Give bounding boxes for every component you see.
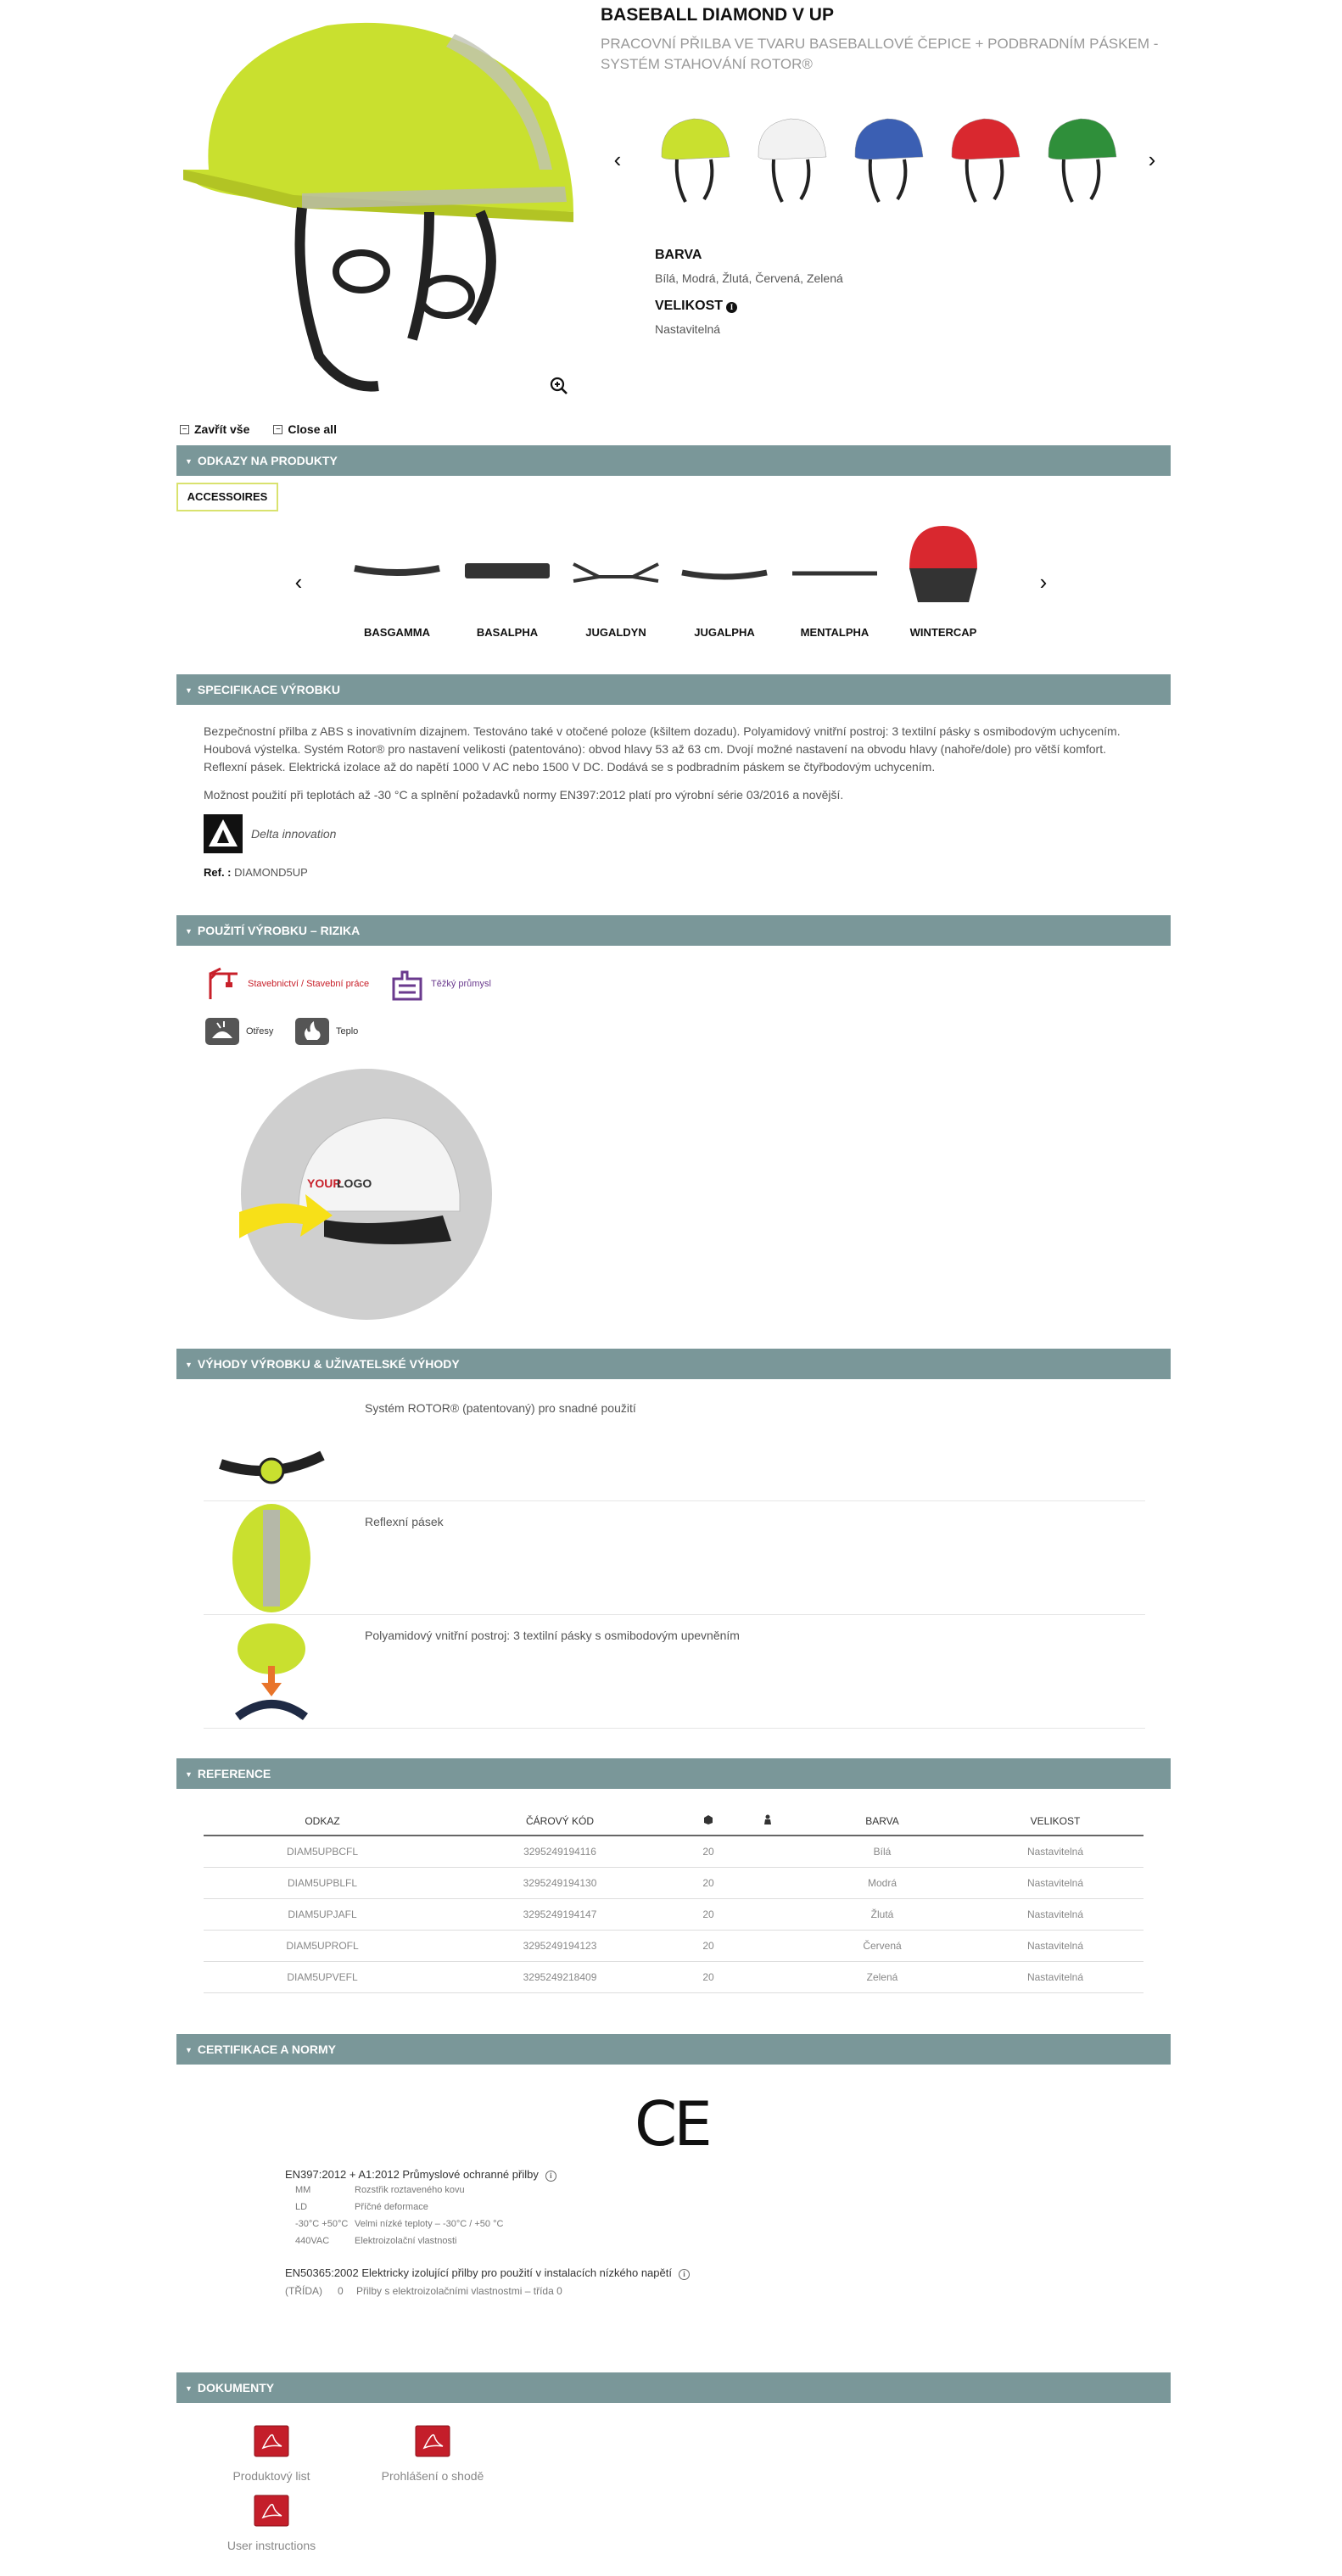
- crane-icon: [204, 967, 241, 1001]
- table-cell: DIAM5UPROFL: [204, 1930, 441, 1961]
- collapse-icon: −: [180, 425, 189, 434]
- variant-thumb-helmet-green[interactable]: [1038, 110, 1123, 212]
- table-cell: 20: [679, 1898, 738, 1930]
- col-header-person: [738, 1807, 797, 1836]
- table-cell: 3295249194130: [441, 1867, 679, 1898]
- accessory-image: [892, 517, 994, 619]
- ce-mark: CE: [635, 2088, 709, 2160]
- table-cell: [738, 1898, 797, 1930]
- harness-image: [204, 1615, 339, 1729]
- innovation-badge: Delta innovation: [204, 814, 1145, 853]
- box-icon: [703, 1814, 713, 1824]
- table-cell: Nastavitelná: [967, 1898, 1143, 1930]
- col-header-pack: [679, 1807, 738, 1836]
- info-icon[interactable]: i: [679, 2269, 690, 2280]
- table-cell: [738, 1961, 797, 1992]
- cert-en397-title: EN397:2012 + A1:2012 Průmyslové ochranné přilby i: [285, 2168, 556, 2182]
- color-label: BARVA: [655, 248, 702, 262]
- reference-table: [204, 1807, 1143, 1993]
- section-reference-header[interactable]: ▼ REFERENCE: [176, 1758, 1171, 1789]
- table-cell: 3295249194147: [441, 1898, 679, 1930]
- size-label: VELIKOST I: [655, 299, 737, 314]
- accessories-prev-arrow[interactable]: ‹: [294, 569, 303, 595]
- table-cell: Zelená: [797, 1961, 967, 1992]
- table-cell: DIAM5UPJAFL: [204, 1898, 441, 1930]
- table-row: [204, 1867, 1143, 1898]
- table-cell: Nastavitelná: [967, 1930, 1143, 1961]
- cert-en397-row: LD Příčné deformace: [295, 2202, 428, 2212]
- accessory-label: BASALPHA: [476, 626, 539, 639]
- risk-impact: Otřesy: [205, 1018, 273, 1045]
- table-row: [204, 1836, 1143, 1867]
- table-cell: 20: [679, 1836, 738, 1867]
- col-header-barcode: ČÁROVÝ KÓD: [441, 1807, 679, 1836]
- section-links-header[interactable]: ▼ ODKAZY NA PRODUKTY: [176, 445, 1171, 476]
- pdf-icon: [414, 2424, 451, 2458]
- accessory-jugalpha[interactable]: [674, 517, 775, 639]
- table-row: [204, 1898, 1143, 1930]
- section-spec-header[interactable]: ▼ SPECIFIKACE VÝROBKU: [176, 674, 1171, 705]
- caret-down-icon: ▼: [185, 927, 193, 936]
- helmet-thumb-icon: [651, 110, 736, 212]
- helmet-thumb-icon: [942, 110, 1026, 212]
- accessory-image: [784, 517, 886, 619]
- impact-icon: [205, 1018, 239, 1045]
- caret-down-icon: ▼: [185, 1361, 193, 1369]
- table-cell: DIAM5UPBCFL: [204, 1836, 441, 1867]
- cert-en397-row: 440VAC Elektroizolační vlastnosti: [295, 2236, 457, 2246]
- section-benefits-header[interactable]: ▼ VÝHODY VÝROBKU & UŽIVATELSKÉ VÝHODY: [176, 1349, 1171, 1379]
- table-cell: Nastavitelná: [967, 1836, 1143, 1867]
- accessory-label: WINTERCAP: [909, 626, 977, 639]
- benefit-item: Reflexní pásek: [204, 1501, 1145, 1615]
- table-cell: DIAM5UPVEFL: [204, 1961, 441, 1992]
- section-docs-header[interactable]: ▼ DOKUMENTY: [176, 2372, 1171, 2403]
- caret-down-icon: ▼: [185, 1770, 193, 1779]
- table-cell: 3295249194123: [441, 1930, 679, 1961]
- collapse-toggles: [180, 422, 337, 436]
- accessory-label: BASGAMMA: [364, 626, 430, 639]
- doc-user-instructions[interactable]: User instructions: [219, 2494, 324, 2552]
- helmet-thumb-icon: [748, 110, 833, 212]
- accessory-wintercap[interactable]: [892, 517, 994, 639]
- accessory-label: JUGALPHA: [694, 626, 755, 639]
- section-usage-header[interactable]: ▼ POUŽITÍ VÝROBKU – RIZIKA: [176, 915, 1171, 946]
- caret-down-icon: ▼: [185, 457, 193, 466]
- collapse-icon: −: [273, 425, 282, 434]
- collapse-all-cz-button[interactable]: − Zavřít vše: [180, 422, 249, 436]
- table-cell: 20: [679, 1961, 738, 1992]
- product-main-image: [175, 0, 577, 399]
- factory-icon: [390, 967, 424, 1001]
- table-cell: [738, 1930, 797, 1961]
- col-header-size: VELIKOST: [967, 1807, 1143, 1836]
- table-cell: [738, 1836, 797, 1867]
- reflective-band-image: [204, 1501, 339, 1615]
- info-icon[interactable]: i: [545, 2171, 556, 2182]
- caret-down-icon: ▼: [185, 686, 193, 695]
- cert-en397-row: MM Rozstřik roztaveného kovu: [295, 2185, 465, 2195]
- table-cell: 20: [679, 1930, 738, 1961]
- table-cell: 20: [679, 1867, 738, 1898]
- color-value: Bílá, Modrá, Žlutá, Červená, Zelená: [655, 271, 843, 285]
- table-cell: 3295249194116: [441, 1836, 679, 1867]
- sector-heavy-industry: Těžký průmysl: [390, 967, 491, 1001]
- doc-product-sheet[interactable]: Produktový list: [222, 2424, 321, 2483]
- rotor-system-image: [204, 1388, 339, 1501]
- variant-thumb-helmet-red[interactable]: [942, 110, 1026, 212]
- delta-innovation-icon: [204, 814, 243, 853]
- cert-en50365-row: (TŘÍDA) 0 Přilby s elektroizolačními vlastnostmi – třída 0: [285, 2285, 562, 2297]
- helmet-thumb-icon: [845, 110, 930, 212]
- variant-thumb-helmet-white[interactable]: [748, 110, 833, 212]
- custom-logo-helmet-image: [239, 1067, 494, 1322]
- cert-en50365-title: EN50365:2002 Elektricky izolující přilby pro použití v instalacích nízkého napětí i: [285, 2266, 690, 2280]
- col-header-color: BARVA: [797, 1807, 967, 1836]
- table-row: [204, 1930, 1143, 1961]
- spec-description: Bezpečnostní přilba z ABS s inovativním dizajnem. Testováno také v otočené poloze (kšiltem dozadu). Polyamidový vnitřní postroj: 3 textilní pásky s osmibodovým uchycením. Houbová výstelka. Systém Rotor® pro nastavení velikosti (patentováno): obvod hlavy 53 až 63 cm. Dvojí možné nastavení na obvodu hlavy (nahoře/dole) pro větší komfort. Reflexní pásek. Elektrická izolace až do napětí 1000 V AC nebo 1500 V DC. Dodává se s podbradním páskem se čtyřbodovým uchycením.: [204, 724, 1121, 774]
- collapse-all-en-button[interactable]: − Close all: [273, 422, 337, 436]
- doc-declaration[interactable]: Prohlášení o shodě: [373, 2424, 492, 2483]
- accessory-basgamma[interactable]: [346, 517, 448, 639]
- accessory-jugaldyn[interactable]: [565, 517, 667, 639]
- table-cell: [738, 1867, 797, 1898]
- helmet-thumb-icon: [1038, 110, 1123, 212]
- cert-en397-row: -30°C +50°C Velmi nízké teploty – -30°C / +50 °C: [295, 2219, 504, 2229]
- accessories-next-arrow[interactable]: ›: [1039, 569, 1048, 595]
- size-value: Nastavitelná: [655, 322, 721, 336]
- table-cell: Modrá: [797, 1867, 967, 1898]
- pdf-icon: [253, 2424, 290, 2458]
- variant-thumb-helmet-yellow[interactable]: [651, 110, 736, 212]
- table-cell: Bílá: [797, 1836, 967, 1867]
- accessory-image: [456, 517, 558, 619]
- product-title: BASEBALL DIAMOND V UP: [601, 5, 834, 25]
- table-cell: DIAM5UPBLFL: [204, 1867, 441, 1898]
- size-info-icon[interactable]: I: [726, 302, 737, 313]
- caret-down-icon: ▼: [185, 2046, 193, 2054]
- accessory-image: [674, 517, 775, 619]
- table-cell: Červená: [797, 1930, 967, 1961]
- product-subtitle: PRACOVNÍ PŘILBA VE TVARU BASEBALLOVÉ ČEPICE + PODBRADNÍM PÁSKEM - SYSTÉM STAHOVÁNÍ ROTOR®: [601, 36, 1159, 72]
- benefit-item: Polyamidový vnitřní postroj: 3 textilní pásky s osmibodovým upevněním: [204, 1615, 1145, 1729]
- tab-accessories[interactable]: ACCESSOIRES: [176, 483, 278, 511]
- heat-icon: [295, 1018, 329, 1045]
- person-icon: [763, 1814, 772, 1824]
- table-cell: 3295249218409: [441, 1961, 679, 1992]
- spec-temperature-note: Možnost použití při teplotách až -30 °C a splnění požadavků normy EN397:2012 platí pro výrobní série 03/2016 a novější.: [204, 788, 844, 802]
- logo-word-your: YOUR: [307, 1176, 342, 1190]
- accessory-mentalpha[interactable]: [784, 517, 886, 639]
- accessory-image: [565, 517, 667, 619]
- table-cell: Žlutá: [797, 1898, 967, 1930]
- variants-next-arrow[interactable]: ›: [1148, 147, 1156, 172]
- zoom-icon[interactable]: [550, 377, 568, 395]
- benefit-item: Systém ROTOR® (patentovaný) pro snadné použití: [204, 1388, 1145, 1501]
- variant-thumb-helmet-blue[interactable]: [845, 110, 930, 212]
- table-cell: Nastavitelná: [967, 1961, 1143, 1992]
- accessory-label: MENTALPHA: [800, 626, 870, 639]
- accessory-basalpha[interactable]: [456, 517, 558, 639]
- product-reference: Ref. : DIAMOND5UP: [204, 866, 308, 879]
- section-certs-header[interactable]: ▼ CERTIFIKACE A NORMY: [176, 2034, 1171, 2065]
- accessory-label: JUGALDYN: [585, 626, 646, 639]
- risk-heat: Teplo: [295, 1018, 358, 1045]
- accessory-image: [346, 517, 448, 619]
- logo-word-logo: LOGO: [337, 1176, 372, 1190]
- table-cell: Nastavitelná: [967, 1867, 1143, 1898]
- sector-construction: Stavebnictví / Stavební práce: [204, 967, 369, 1001]
- caret-down-icon: ▼: [185, 2384, 193, 2393]
- spec-body: [204, 723, 1145, 881]
- table-row: [204, 1961, 1143, 1992]
- pdf-icon: [253, 2494, 290, 2528]
- col-header-ref: ODKAZ: [204, 1807, 441, 1836]
- variants-prev-arrow[interactable]: ‹: [613, 147, 622, 172]
